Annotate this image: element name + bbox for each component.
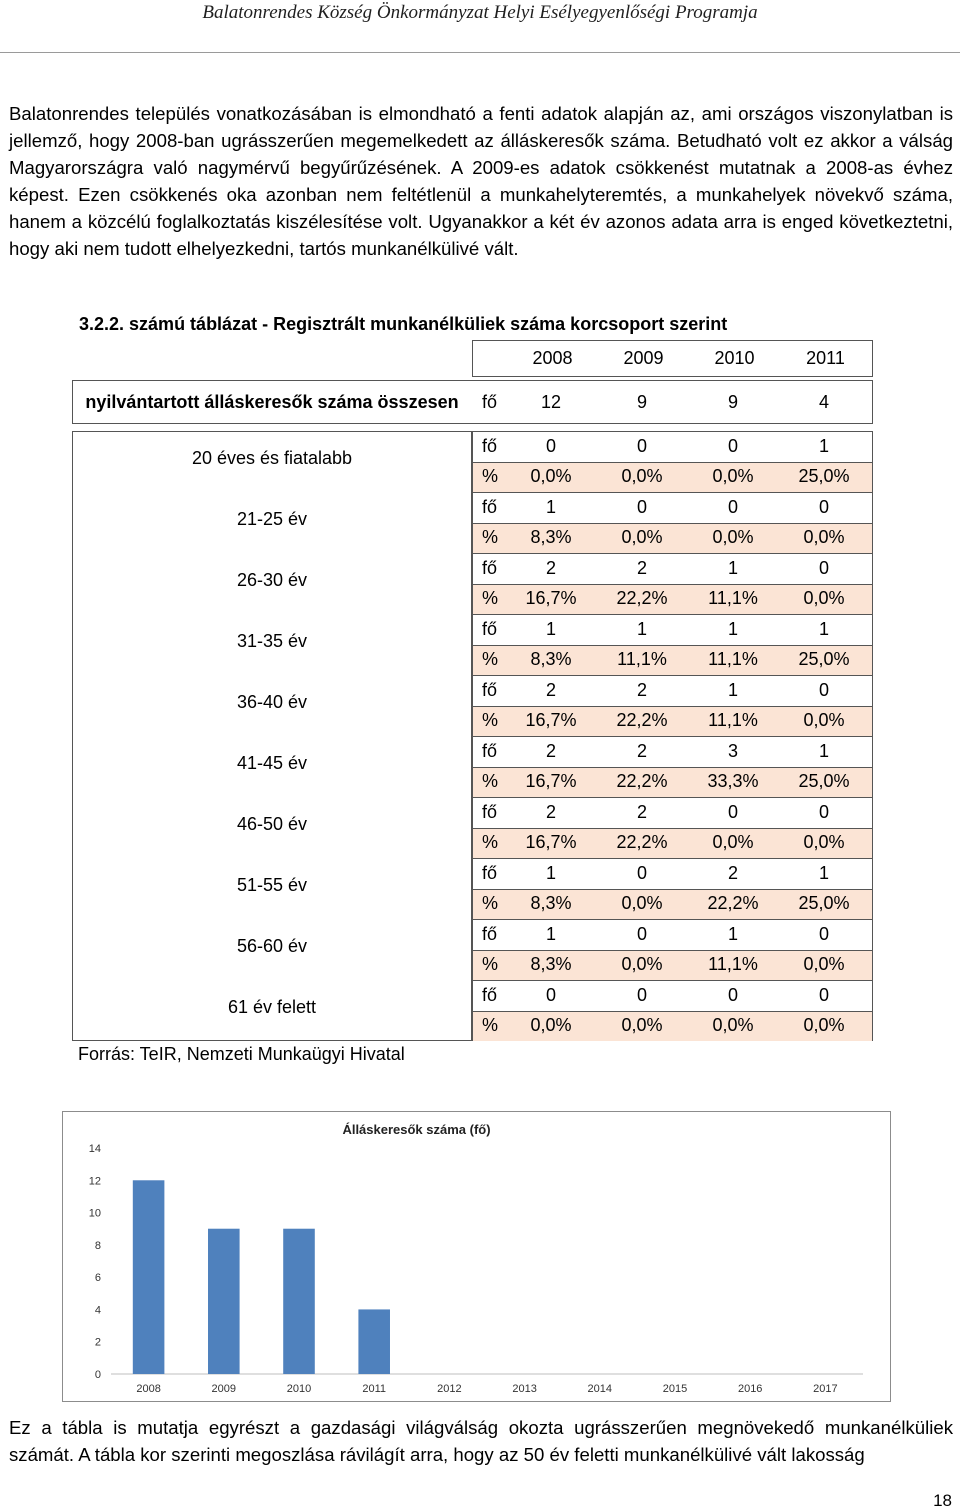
y-tick-label: 10 [88, 1207, 101, 1220]
x-tick-label: 2015 [662, 1383, 688, 1395]
percent-value: 0,0% [803, 527, 845, 548]
y-tick-label: 14 [88, 1143, 101, 1155]
count-value: 0 [545, 435, 556, 456]
count-value: 2 [545, 740, 556, 761]
intro-paragraph: Balatonrendes település vonatkozásában is elmondható a fenti adatok alapján az, ami országos viszonylatban is jellemző, hogy 2008-ban ugrásszerűen megemelkedett az álláskeresők száma. Betudható volt ez akkor a válság Magyarországra való nagymérvű begyűrűzésének. A 2009-es adatok csökkenést mutatnak a 2008-as évhez képest. Ezen csökkenés oka azonban nem feltétlenül a munkahelyteremtés, a munkahelyek növekvő száma, hanem a közcélú foglalkoztatás kiszélesítése volt. Ugyanakkor a két év azonos adata arra is enged következtetni, hogy aki nem tudott elhelyezkedni, tartós munkanélkülivé vált. [9, 103, 953, 259]
total-value: 12 [540, 391, 562, 412]
percent-value: 16,7% [525, 588, 577, 609]
y-tick-label: 6 [94, 1272, 101, 1285]
y-tick-label: 12 [88, 1175, 101, 1188]
header-title: Balatonrendes Község Önkormányzat Helyi Esélyegyenlőségi Programja [202, 2, 758, 23]
count-value: 1 [818, 435, 829, 456]
count-value: 1 [727, 618, 738, 639]
age-group-label: 46-50 év [236, 814, 308, 834]
unit-count: fő [482, 740, 498, 761]
chart-frame [62, 1111, 891, 1402]
y-tick-label: 4 [94, 1304, 101, 1317]
chart-bar [208, 1229, 240, 1374]
percent-value: 25,0% [798, 893, 850, 914]
count-value: 2 [727, 862, 738, 883]
percent-value: 16,7% [525, 710, 577, 731]
year-header: 2008 [532, 348, 573, 368]
total-value: 9 [727, 391, 738, 412]
count-value: 0 [818, 679, 829, 700]
unit-count: fő [482, 496, 498, 517]
chart-bar [358, 1309, 390, 1374]
x-tick-label: 2011 [362, 1383, 387, 1395]
count-value: 2 [636, 801, 647, 822]
count-value: 0 [636, 496, 647, 517]
age-group-label: 36-40 év [236, 692, 308, 712]
percent-value: 22,2% [707, 893, 759, 914]
count-value: 1 [636, 618, 647, 639]
unit-percent: % [482, 954, 499, 975]
count-value: 1 [727, 679, 738, 700]
count-value: 1 [545, 923, 556, 944]
closing-paragraph: Ez a tábla is mutatja egyrészt a gazdasági világválság okozta ugrásszerűen megnövekedő munkanélküliek számát. A tábla kor szerinti megoszlása rávilágít arra, hogy az 50 év feletti munkanélkülivé vált lakosság [9, 1417, 953, 1465]
x-tick-label: 2017 [813, 1383, 838, 1395]
percent-value: 25,0% [798, 649, 850, 670]
percent-value: 0,0% [621, 466, 663, 487]
age-group-line [72, 614, 472, 615]
percent-value: 0,0% [530, 466, 572, 487]
page-number: 18 [933, 1491, 952, 1510]
percent-value: 0,0% [803, 832, 845, 853]
count-value: 1 [818, 740, 829, 761]
count-value: 2 [545, 679, 556, 700]
age-group-label: 20 éves és fiatalabb [191, 448, 353, 468]
age-group-line [72, 553, 472, 554]
x-tick-label: 2010 [286, 1383, 312, 1395]
total-label: nyilvántartott álláskeresők száma összesen [85, 391, 459, 412]
age-group-line [72, 492, 472, 493]
total-unit: fő [482, 391, 498, 412]
count-value: 0 [727, 435, 738, 456]
percent-value: 22,2% [616, 710, 668, 731]
count-value: 1 [818, 618, 829, 639]
unit-percent: % [482, 649, 499, 670]
count-value: 2 [545, 557, 556, 578]
age-group-label: 41-45 év [236, 753, 308, 773]
unit-count: fő [482, 435, 498, 456]
count-value: 0 [636, 435, 647, 456]
count-value: 1 [545, 618, 556, 639]
percent-value: 22,2% [616, 771, 668, 792]
percent-value: 0,0% [712, 1015, 754, 1036]
x-tick-label: 2008 [136, 1383, 161, 1395]
percent-value: 8,3% [530, 954, 572, 975]
age-group-line [72, 736, 472, 737]
y-tick-label: 0 [94, 1369, 101, 1381]
page-header [0, 0, 960, 53]
unit-count: fő [482, 984, 498, 1005]
unit-count: fő [482, 679, 498, 700]
percent-value: 0,0% [712, 832, 754, 853]
percent-value: 8,3% [530, 649, 572, 670]
unit-percent: % [482, 710, 499, 731]
y-tick-label: 2 [94, 1336, 101, 1349]
count-value: 0 [818, 984, 829, 1005]
age-group-label: 31-35 év [236, 631, 308, 651]
percent-value: 8,3% [530, 527, 572, 548]
unit-percent: % [482, 527, 499, 548]
unit-percent: % [482, 832, 499, 853]
age-group-label: 21-25 év [236, 509, 308, 529]
count-value: 2 [636, 557, 647, 578]
percent-value: 0,0% [712, 527, 754, 548]
age-group-label: 56-60 év [236, 936, 308, 956]
year-header: 2009 [623, 348, 664, 368]
percent-value: 16,7% [525, 771, 577, 792]
x-tick-label: 2016 [737, 1383, 763, 1395]
age-group-line [72, 797, 472, 798]
percent-value: 16,7% [525, 832, 577, 853]
count-value: 0 [545, 984, 556, 1005]
table-source: Forrás: TeIR, Nemzeti Munkaügyi Hivatal [78, 1044, 405, 1064]
count-value: 0 [636, 984, 647, 1005]
percent-value: 0,0% [803, 954, 845, 975]
year-header: 2011 [806, 348, 845, 368]
count-value: 1 [727, 557, 738, 578]
x-tick-label: 2013 [512, 1383, 537, 1395]
unit-percent: % [482, 893, 499, 914]
age-group-line [72, 919, 472, 920]
percent-value: 25,0% [798, 771, 850, 792]
total-value: 4 [818, 391, 829, 412]
age-group-line [72, 675, 472, 676]
count-value: 2 [545, 801, 556, 822]
x-tick-label: 2012 [437, 1383, 462, 1395]
unit-percent: % [482, 588, 499, 609]
unit-count: fő [482, 923, 498, 944]
unit-count: fő [482, 618, 498, 639]
count-value: 0 [818, 557, 829, 578]
percent-value: 0,0% [621, 954, 663, 975]
chart-title: Álláskeresők száma (fő) [342, 1122, 491, 1137]
percent-value: 8,3% [530, 893, 572, 914]
count-value: 0 [727, 801, 738, 822]
count-value: 0 [818, 801, 829, 822]
percent-value: 25,0% [798, 466, 850, 487]
count-value: 0 [818, 496, 829, 517]
percent-value: 11,1% [708, 649, 758, 670]
age-group-line [72, 858, 472, 859]
percent-value: 33,3% [707, 771, 759, 792]
percent-value: 11,1% [708, 710, 758, 731]
count-value: 3 [727, 740, 738, 761]
count-value: 0 [727, 984, 738, 1005]
percent-value: 22,2% [616, 832, 668, 853]
chart-bar [133, 1180, 165, 1374]
year-header: 2010 [714, 348, 755, 368]
age-group-label: 26-30 év [236, 570, 308, 590]
age-group-label: 51-55 év [236, 875, 308, 895]
count-value: 0 [636, 862, 647, 883]
percent-value: 11,1% [617, 649, 667, 670]
percent-value: 0,0% [803, 710, 845, 731]
percent-value: 0,0% [621, 527, 663, 548]
percent-value: 0,0% [803, 588, 845, 609]
percent-value: 11,1% [708, 954, 758, 975]
count-value: 2 [636, 740, 647, 761]
table-caption: 3.2.2. számú táblázat - Regisztrált munkanélküliek száma korcsoport szerint [79, 314, 728, 334]
unit-percent: % [482, 771, 499, 792]
unit-percent: % [482, 466, 499, 487]
count-value: 1 [545, 862, 556, 883]
chart-bar [283, 1229, 315, 1374]
count-value: 1 [818, 862, 829, 883]
y-tick-label: 8 [94, 1239, 101, 1252]
percent-value: 0,0% [530, 1015, 572, 1036]
unit-percent: % [482, 1015, 499, 1036]
unit-count: fő [482, 862, 498, 883]
percent-value: 0,0% [621, 893, 663, 914]
percent-value: 0,0% [803, 1015, 845, 1036]
count-value: 0 [818, 923, 829, 944]
percent-value: 11,1% [708, 588, 758, 609]
x-tick-label: 2014 [587, 1383, 613, 1395]
count-value: 0 [727, 496, 738, 517]
percent-value: 22,2% [616, 588, 668, 609]
percent-value: 0,0% [621, 1015, 663, 1036]
age-group-line [72, 980, 472, 981]
bar-chart [63, 1112, 890, 1401]
count-value: 1 [727, 923, 738, 944]
count-value: 1 [545, 496, 556, 517]
count-value: 0 [636, 923, 647, 944]
x-tick-label: 2009 [211, 1383, 237, 1395]
percent-value: 0,0% [712, 466, 754, 487]
total-value: 9 [636, 391, 647, 412]
unit-count: fő [482, 557, 498, 578]
count-value: 2 [636, 679, 647, 700]
unit-count: fő [482, 801, 498, 822]
age-group-label: 61 év felett [227, 997, 317, 1017]
